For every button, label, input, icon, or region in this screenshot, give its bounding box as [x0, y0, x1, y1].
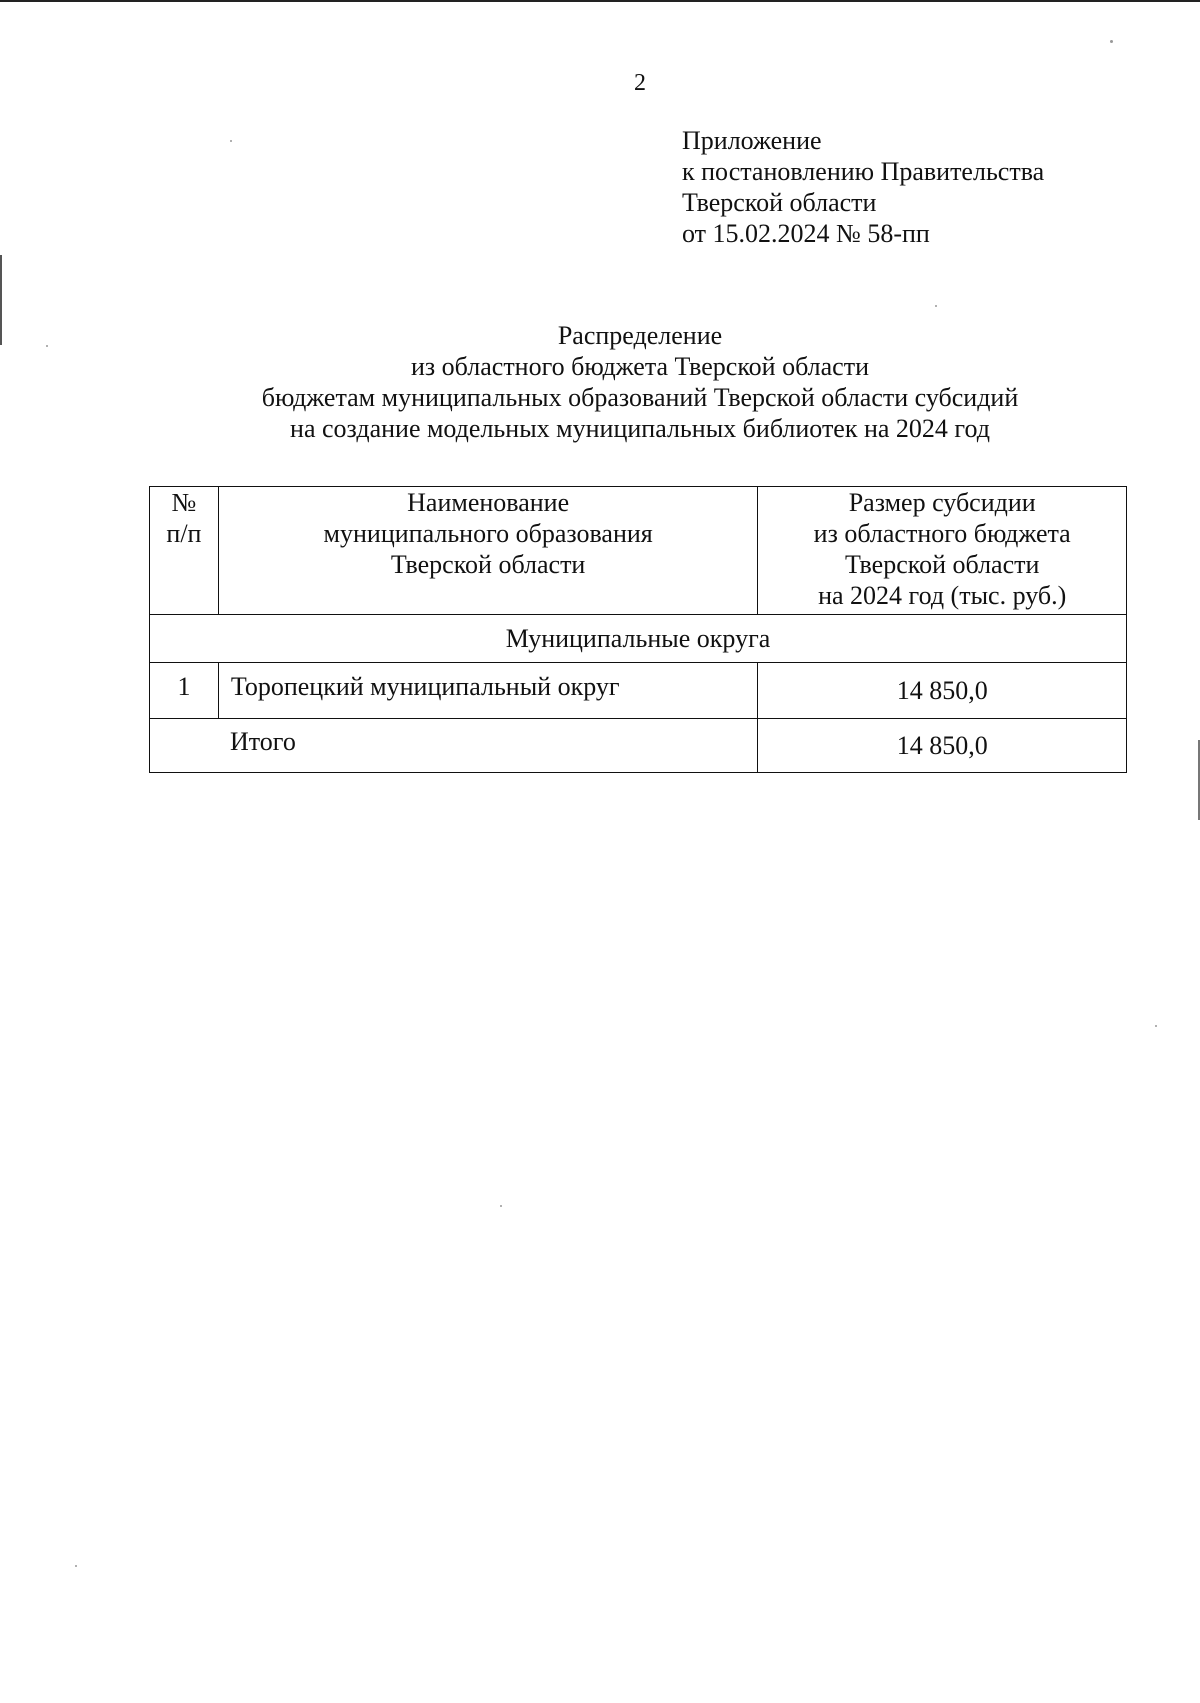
header-amount: [758, 487, 1127, 615]
row-amount: 14 850,0: [758, 663, 1127, 719]
scan-speck: [75, 1565, 77, 1567]
distribution-table: [149, 486, 1127, 773]
header-text: из областного бюджета: [813, 519, 1071, 548]
scan-speck: [230, 140, 232, 142]
scan-speck: [935, 305, 937, 307]
header-text: п/п: [166, 519, 202, 548]
scan-speck: [1110, 40, 1113, 43]
total-label: Итого: [150, 719, 758, 773]
title-line: из областного бюджета Тверской области: [411, 352, 869, 381]
total-amount: 14 850,0: [758, 719, 1127, 773]
appendix-line: Тверской области: [682, 188, 877, 217]
header-name: [218, 487, 757, 615]
appendix-block: [682, 125, 1044, 249]
table-header-row: [150, 487, 1127, 615]
document-title: [0, 320, 1200, 444]
table-row: [150, 663, 1127, 719]
section-label: Муниципальные округа: [150, 615, 1127, 663]
scan-speck: [1155, 1025, 1157, 1027]
header-text: на 2024 год (тыс. руб.): [818, 581, 1067, 610]
header-number: [150, 487, 219, 615]
title-line: на создание модельных муниципальных библиотек на 2024 год: [290, 414, 990, 443]
header-text: Размер субсидии: [848, 488, 1036, 517]
scan-edge-top: [0, 0, 1200, 2]
scan-speck: [500, 1205, 502, 1207]
row-number: 1: [150, 663, 219, 719]
page-number: 2: [634, 70, 646, 96]
appendix-line: к постановлению Правительства: [682, 157, 1045, 186]
header-text: Наименование: [407, 488, 570, 517]
appendix-line: Приложение: [682, 126, 822, 155]
row-municipality-name: Торопецкий муниципальный округ: [218, 663, 757, 719]
section-row: [150, 615, 1127, 663]
header-text: муниципального образования: [323, 519, 653, 548]
header-text: №: [171, 488, 197, 517]
header-text: Тверской области: [844, 550, 1040, 579]
total-row: [150, 719, 1127, 773]
title-line: Распределение: [557, 321, 723, 350]
scan-speck: [46, 345, 48, 347]
header-text: Тверской области: [390, 550, 586, 579]
title-line: бюджетам муниципальных образований Тверской области субсидий: [261, 383, 1019, 412]
appendix-line: от 15.02.2024 № 58-пп: [682, 219, 930, 248]
